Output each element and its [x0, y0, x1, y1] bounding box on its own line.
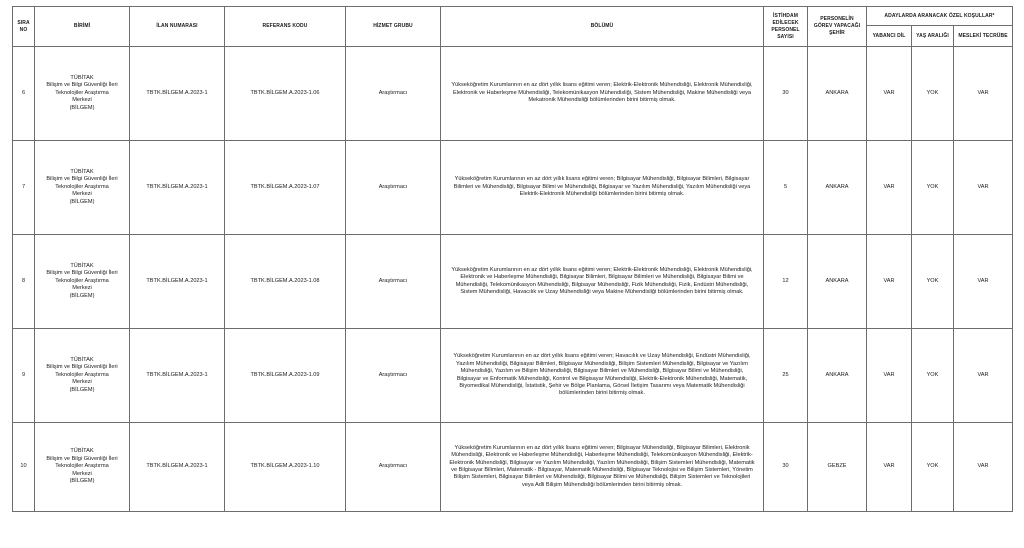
birim-line: TÜBİTAK	[70, 356, 94, 363]
header-bolumu: BÖLÜMÜ	[441, 7, 764, 47]
header-hizmet-grubu: HİZMET GRUBU	[346, 7, 441, 47]
cell-birim	[35, 235, 130, 329]
birim-line: (BİLGEM)	[69, 198, 95, 205]
job-posting-table	[12, 6, 1013, 512]
cell-hizmet: Araştırmacı	[346, 235, 441, 329]
birim-line: Bilişim ve Bilgi Güvenliği İleri	[46, 270, 118, 277]
birim-line: Teknolojiler Araştırma	[55, 371, 109, 378]
header-yas-araligi: YAŞ ARALIĞI	[912, 26, 954, 47]
table-row	[13, 423, 1013, 512]
header-istihdam: İSTİHDAM EDİLECEK PERSONEL SAYISI	[764, 7, 808, 47]
cell-yabanci-dil: VAR	[867, 329, 912, 423]
birim-line: TÜBİTAK	[70, 262, 94, 269]
cell-sehir: ANKARA	[808, 235, 867, 329]
cell-yabanci-dil: VAR	[867, 423, 912, 512]
cell-mesleki-tecrube: VAR	[954, 423, 1013, 512]
header-row	[13, 7, 1013, 26]
header-birimi: BİRİMİ	[35, 7, 130, 47]
cell-hizmet: Araştırmacı	[346, 141, 441, 235]
cell-birim	[35, 423, 130, 512]
cell-birim	[35, 329, 130, 423]
cell-sehir: ANKARA	[808, 329, 867, 423]
cell-referans: TBTK.BİLGEM.A.2023-1.07	[225, 141, 346, 235]
header-ilan-numarasi: İLAN NUMARASI	[130, 7, 225, 47]
cell-yas-araligi: YOK	[912, 141, 954, 235]
birim-line: Teknolojiler Araştırma	[55, 89, 109, 96]
cell-ilan: TBTK.BİLGEM.A.2023-1	[130, 235, 225, 329]
cell-referans: TBTK.BİLGEM.A.2023-1.08	[225, 235, 346, 329]
cell-ilan: TBTK.BİLGEM.A.2023-1	[130, 423, 225, 512]
cell-sira: 6	[13, 47, 35, 141]
table-row	[13, 329, 1013, 423]
header-mesleki-tecrube: MESLEKİ TECRÜBE	[954, 26, 1013, 47]
cell-sehir: GEBZE	[808, 423, 867, 512]
cell-sira: 8	[13, 235, 35, 329]
birim-line: Teknolojiler Araştırma	[55, 277, 109, 284]
cell-hizmet: Araştırmacı	[346, 423, 441, 512]
cell-sayi: 25	[764, 329, 808, 423]
birim-line: TÜBİTAK	[70, 168, 94, 175]
cell-sayi: 12	[764, 235, 808, 329]
cell-yabanci-dil: VAR	[867, 141, 912, 235]
cell-ilan: TBTK.BİLGEM.A.2023-1	[130, 141, 225, 235]
table-row	[13, 47, 1013, 141]
header-yabanci-dil: YABANCI DİL	[867, 26, 912, 47]
cell-mesleki-tecrube: VAR	[954, 141, 1013, 235]
job-posting-table-sheet	[12, 6, 1012, 512]
cell-bolum: Yükseköğretim Kurumlarının en az dört yıllık lisans eğitimi veren; Elektrik-Elektronik Mühendisliği, Elektronik Mühendisliği, Elektronik ve Haberleşme Mühendisliği, Bilgisayar Bilimleri, Bilgisayar Bilimleri ve Mühendisliği, Bilgisayar Bilimi ve Mühendisliği, Telekomünikasyon Mühendisliği, Bilgisayar Mühendisliği, Fizik Mühendisliği, Fizik, Endüstri Mühendisliği, Sistem Mühendisliği, Havacılık ve Uzay Mühendisliği veya Makine Mühendisliği bölümlerinden birini bitirmiş olmak.	[441, 235, 764, 329]
cell-sayi: 5	[764, 141, 808, 235]
birim-line: Bilişim ve Bilgi Güvenliği İleri	[46, 82, 118, 89]
birim-line: (BİLGEM)	[69, 292, 95, 299]
cell-bolum: Yükseköğretim Kurumlarının en az dört yıllık lisans eğitimi veren; Bilgisayar Mühendisliği, Bilgisayar Bilimleri, Elektronik Mühendisliği, Elektronik ve Haberleşme Mühendisliği, Haberleşme Mühendisliği, Telekomünikasyon Mühendisliği, Elektrik-Elektronik Mühendisliği, Bilgisayar ve Yazılım Mühendisliği, Yazılım Mühendisliği, Bilişim Sistemleri Mühendisliği, Matematik ve Bilgisayar Bilimleri, Matematik - Bilgisayar, Matematik Mühendisliği, Bilgisayar Teknolojisi ve Bilişim Sistemleri, Yönetim Bilişim Sistemleri, Bilgisayar Bilimleri ve Mühendisliği, Bilgisayar Bilimi ve Mühendisliği, Bilişim Sistemleri ve Teknolojileri veya Adli Bilişim Mühendisliği bölümlerinden birini bitirmiş olmak.	[441, 423, 764, 512]
birim-line: Merkezi	[72, 191, 92, 198]
cell-referans: TBTK.BİLGEM.A.2023-1.09	[225, 329, 346, 423]
birim-line: Bilişim ve Bilgi Güvenliği İleri	[46, 455, 118, 462]
cell-yabanci-dil: VAR	[867, 47, 912, 141]
birim-line: Bilişim ve Bilgi Güvenliği İleri	[46, 364, 118, 371]
birim-line: TÜBİTAK	[70, 448, 94, 455]
cell-mesleki-tecrube: VAR	[954, 47, 1013, 141]
birim-line: Teknolojiler Araştırma	[55, 183, 109, 190]
cell-mesleki-tecrube: VAR	[954, 235, 1013, 329]
cell-sira: 9	[13, 329, 35, 423]
cell-birim	[35, 47, 130, 141]
cell-sira: 10	[13, 423, 35, 512]
birim-line: Teknolojiler Araştırma	[55, 463, 109, 470]
cell-birim	[35, 141, 130, 235]
header-sehir: PERSONELİN GÖREV YAPACAĞI ŞEHİR	[808, 7, 867, 47]
birim-line: (BİLGEM)	[69, 478, 95, 485]
birim-line: Merkezi	[72, 285, 92, 292]
birim-line: (BİLGEM)	[69, 386, 95, 393]
cell-ilan: TBTK.BİLGEM.A.2023-1	[130, 329, 225, 423]
cell-yabanci-dil: VAR	[867, 235, 912, 329]
cell-yas-araligi: YOK	[912, 235, 954, 329]
cell-referans: TBTK.BİLGEM.A.2023-1.10	[225, 423, 346, 512]
birim-line: Merkezi	[72, 379, 92, 386]
cell-sayi: 30	[764, 47, 808, 141]
birim-line: Merkezi	[72, 470, 92, 477]
cell-sayi: 30	[764, 423, 808, 512]
cell-sehir: ANKARA	[808, 141, 867, 235]
cell-sira: 7	[13, 141, 35, 235]
cell-hizmet: Araştırmacı	[346, 329, 441, 423]
cell-hizmet: Araştırmacı	[346, 47, 441, 141]
cell-bolum: Yükseköğretim Kurumlarının en az dört yıllık lisans eğitimi veren; Elektrik-Elektronik Mühendisliği, Elektronik Mühendisliği, Elektronik ve Haberleşme Mühendisliği, Telekomünikasyon Mühendisliği, Sistem Mühendisliği, Makine Mühendisliği veya Mekatronik Mühendisliği bölümlerinden birini bitirmiş olmak.	[441, 47, 764, 141]
header-sira-no: SIRA NO	[13, 7, 35, 47]
cell-yas-araligi: YOK	[912, 329, 954, 423]
cell-referans: TBTK.BİLGEM.A.2023-1.06	[225, 47, 346, 141]
table-row	[13, 235, 1013, 329]
cell-yas-araligi: YOK	[912, 423, 954, 512]
header-referans-kodu: REFERANS KODU	[225, 7, 346, 47]
birim-line: (BİLGEM)	[69, 104, 95, 111]
cell-sehir: ANKARA	[808, 47, 867, 141]
birim-line: Bilişim ve Bilgi Güvenliği İleri	[46, 176, 118, 183]
cell-ilan: TBTK.BİLGEM.A.2023-1	[130, 47, 225, 141]
cell-yas-araligi: YOK	[912, 47, 954, 141]
cell-bolum: Yükseköğretim Kurumlarının en az dört yıllık lisans eğitimi veren; Bilgisayar Mühendisliği, Bilgisayar Bilimleri, Bilgisayar Bilimleri ve Mühendisliği, Bilgisayar Bilimi ve Mühendisliği, Bilgisayar ve Yazılım Mühendisliği, Yazılım Mühendisliği veya Elektrik-Elektronik Mühendisliği bölümlerinden birini bitirmiş olmak.	[441, 141, 764, 235]
cell-bolum: Yükseköğretim Kurumlarının en az dört yıllık lisans eğitimi veren; Havacılık ve Uzay Mühendisliği, Endüstri Mühendisliği, Yazılım Mühendisliği, Bilgisayar Bilimleri, Bilgisayar Mühendisliği, Bilişim Sistemleri Mühendisliği, Bilgisayar ve Yazılım Mühendisliği, Yazılım ve Bilişim Mühendisliği, Bilgisayar Bilimleri ve Mühendisliği, Bilgisayar Bilimi ve Mühendisliği, Bilgisayar ve Enformatik Mühendisliği, Kontrol ve Bilgisayar Mühendisliği, Elektrik-Elektronik Mühendisliği, Matematik, Biyomedikal Mühendisliği, İstatistik, Şehir ve Bölge Planlama, Görsel İletişim Tasarımı veya Matematik Mühendisliği bölümlerinden birini bitirmiş olmak.	[441, 329, 764, 423]
header-ozel-kosullar: ADAYLARDA ARANACAK ÖZEL KOŞULLAR*	[867, 7, 1013, 26]
birim-line: Merkezi	[72, 97, 92, 104]
birim-line: TÜBİTAK	[70, 74, 94, 81]
table-row	[13, 141, 1013, 235]
cell-mesleki-tecrube: VAR	[954, 329, 1013, 423]
